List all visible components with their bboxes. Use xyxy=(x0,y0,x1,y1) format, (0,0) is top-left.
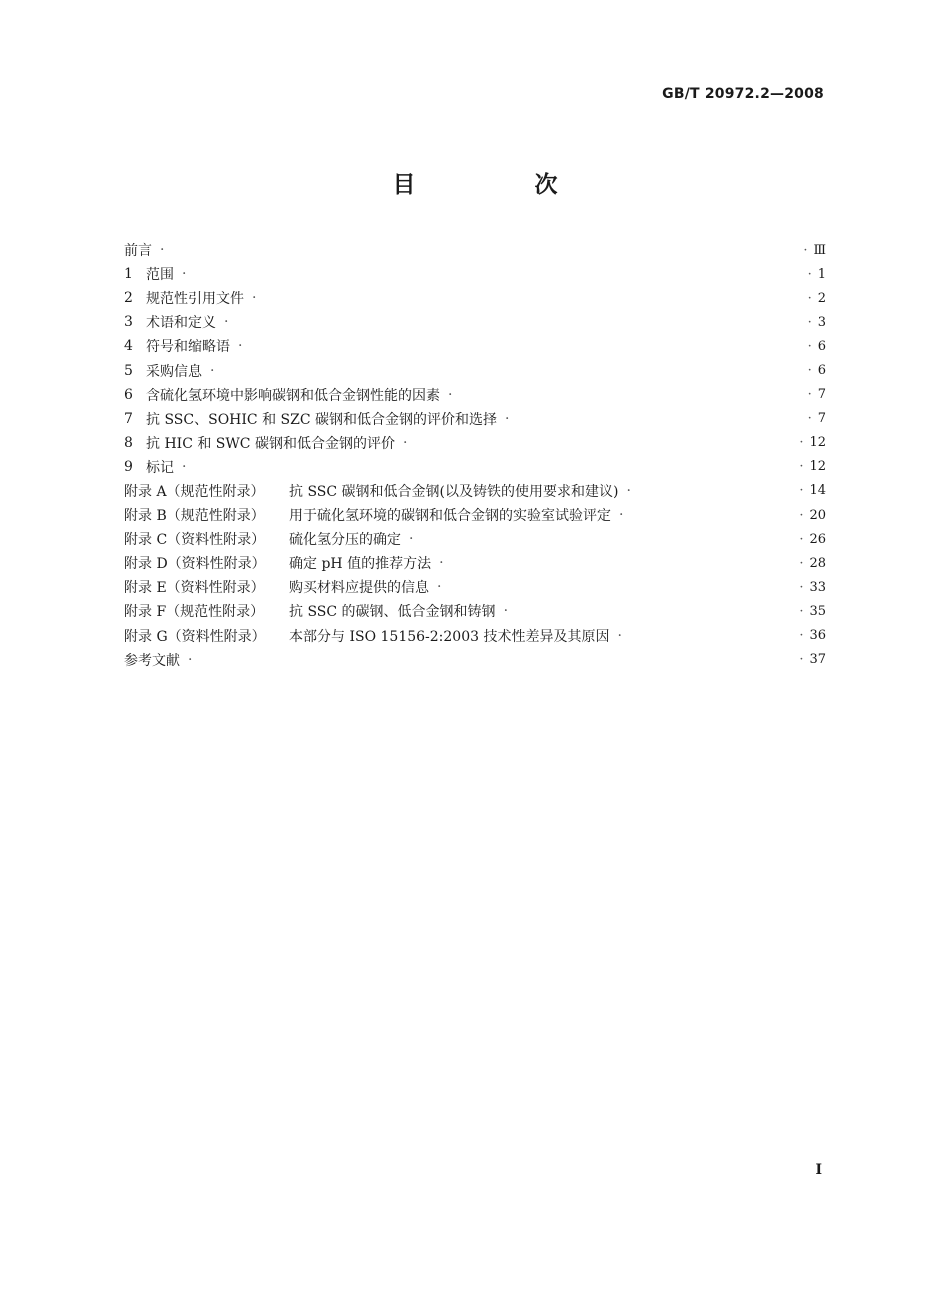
leader-dot: · xyxy=(799,435,804,451)
leader-dot: · xyxy=(182,266,187,283)
leader-dot: · xyxy=(409,531,414,548)
toc-entry[interactable] xyxy=(124,503,826,527)
toc-entry-category: 附录 G（资料性附录） xyxy=(124,628,266,645)
toc-entry-title: 确定 pH 值的推荐方法 xyxy=(289,556,432,573)
toc-entry[interactable] xyxy=(124,286,826,310)
toc-entry-page: 14 xyxy=(809,483,826,499)
toc-entry-page-wrapper xyxy=(808,291,826,306)
toc-entry-label xyxy=(124,650,192,670)
toc-entry-label xyxy=(124,553,444,573)
toc-entry[interactable] xyxy=(124,383,826,407)
leader-dot: · xyxy=(799,531,804,547)
toc-entry-page: 35 xyxy=(809,603,826,619)
toc-entry-title: 范围 xyxy=(146,267,174,284)
leader-dot: · xyxy=(626,482,631,499)
leader-dot: · xyxy=(807,266,812,282)
toc-entry[interactable] xyxy=(124,648,826,672)
toc-entry[interactable] xyxy=(124,238,826,262)
toc-entry-page-wrapper xyxy=(799,508,826,523)
toc-entry-page-wrapper xyxy=(803,243,826,258)
toc-entry-page-wrapper xyxy=(808,315,826,330)
toc-entry-page-wrapper xyxy=(799,483,826,498)
leader-dot: · xyxy=(799,628,804,644)
toc-entry-category: 附录 C（资料性附录） xyxy=(124,532,266,549)
toc-entry-title: 标记 xyxy=(146,459,174,476)
toc-entry-label xyxy=(124,505,623,525)
toc-entry-page-wrapper xyxy=(808,267,826,282)
toc-entry-label xyxy=(124,457,186,477)
toc-entry[interactable] xyxy=(124,575,826,599)
leader-dot: · xyxy=(807,314,812,330)
toc-entry-page-wrapper xyxy=(799,556,826,571)
toc-entry-category: 附录 F（规范性附录） xyxy=(124,604,265,621)
toc-entry[interactable] xyxy=(124,407,826,431)
leader-dot: · xyxy=(799,555,804,571)
toc-entry-page-wrapper xyxy=(808,387,826,402)
toc-entry-number: 6 xyxy=(124,386,133,403)
leader-dot: · xyxy=(799,483,804,499)
toc-entry-number: 3 xyxy=(124,314,133,331)
toc-entry-page-wrapper xyxy=(799,435,826,450)
toc-entry-page: 7 xyxy=(817,387,826,403)
leader-dot: · xyxy=(224,314,229,331)
toc-entry[interactable] xyxy=(124,527,826,551)
toc-entry-number: 7 xyxy=(124,410,133,427)
toc-entry-page-wrapper xyxy=(799,532,826,547)
toc-entry-label xyxy=(124,481,631,501)
leader-dot: · xyxy=(402,434,408,451)
leader-dot: · xyxy=(619,507,624,524)
toc-entry-number: 1 xyxy=(124,266,133,283)
toc-entry-number: 4 xyxy=(124,338,133,355)
leader-dot: · xyxy=(799,652,804,668)
toc-entry-title: 符号和缩略语 xyxy=(146,339,230,356)
toc-entry-title: 术语和定义 xyxy=(146,315,216,332)
toc-entry-label xyxy=(124,361,214,381)
leader-dot: · xyxy=(803,242,808,258)
toc-entry[interactable] xyxy=(124,431,826,455)
toc-entry-title: 采购信息 xyxy=(146,363,202,380)
toc-entry-label xyxy=(124,336,242,356)
toc-entry-label xyxy=(124,529,413,549)
toc-entry-page: 3 xyxy=(817,314,826,330)
toc-entry-title: 本部分与 ISO 15156-2:2003 技术性差异及其原因 xyxy=(289,628,610,645)
leader-dot: · xyxy=(617,627,622,644)
toc-entry-number: 2 xyxy=(124,290,133,307)
toc-entry-category: 附录 E（资料性附录） xyxy=(124,580,265,597)
toc-entry-page-wrapper xyxy=(799,459,826,474)
toc-entry-page: 1 xyxy=(817,266,826,282)
toc-entry-title: 前言 xyxy=(124,243,152,260)
toc-entry[interactable] xyxy=(124,479,826,503)
toc-entry-label xyxy=(124,288,256,308)
toc-entry-title: 抗 SSC 的碳钢、低合金钢和铸钢 xyxy=(289,604,496,621)
toc-entry-number: 8 xyxy=(124,434,133,451)
toc-entry[interactable] xyxy=(124,455,826,479)
toc-entry-page: 7 xyxy=(817,411,826,427)
toc-entry-category: 附录 A（规范性附录） xyxy=(124,483,265,500)
toc-entry-title: 抗 HIC 和 SWC 碳钢和低合金钢的评价 xyxy=(146,435,395,452)
toc-entry[interactable] xyxy=(124,551,826,575)
toc-entry-page-wrapper xyxy=(799,652,826,667)
toc-entry[interactable] xyxy=(124,599,826,623)
leader-dot: · xyxy=(807,290,812,306)
toc-entry-title: 抗 SSC 碳钢和低合金钢(以及铸铁的使用要求和建议) xyxy=(289,483,619,500)
toc-entry-label xyxy=(124,433,407,453)
toc-entry-page: 33 xyxy=(809,579,826,595)
toc-entry-page: 2 xyxy=(817,290,826,306)
toc-entry-page-wrapper xyxy=(799,580,826,595)
toc-entry-page-wrapper xyxy=(799,604,826,619)
toc-entry-title: 硫化氢分压的确定 xyxy=(289,532,401,549)
leader-dot: · xyxy=(437,579,442,596)
toc-entry-label xyxy=(124,385,452,405)
toc-entry-page: 37 xyxy=(809,652,826,668)
toc-entry-title: 购买材料应提供的信息 xyxy=(289,580,429,597)
standard-code: GB/T 20972.2—2008 xyxy=(662,86,824,102)
page-title: 目 次 xyxy=(392,172,606,198)
toc-entry-label xyxy=(124,577,441,597)
toc-entry-page-wrapper xyxy=(808,363,826,378)
toc-entry-number: 5 xyxy=(124,362,133,379)
leader-dot: · xyxy=(807,338,812,354)
leader-dot: · xyxy=(799,507,804,523)
toc-entry-category: 附录 D（资料性附录） xyxy=(124,556,266,573)
toc-entry-title: 用于硫化氢环境的碳钢和低合金钢的实验室试验评定 xyxy=(289,508,611,525)
toc-entry-page: 26 xyxy=(809,531,826,547)
toc-entry-label xyxy=(124,626,622,646)
toc-entry[interactable] xyxy=(124,358,826,382)
toc-entry-title: 规范性引用文件 xyxy=(146,291,244,308)
toc-entry-label xyxy=(124,409,509,429)
toc-entry[interactable] xyxy=(124,310,826,334)
leader-dot: · xyxy=(160,242,165,259)
table-of-contents xyxy=(124,238,826,672)
toc-entry-page: 12 xyxy=(809,459,826,475)
toc-entry[interactable] xyxy=(124,262,826,286)
leader-dot: · xyxy=(439,555,444,572)
toc-entry-number: 9 xyxy=(124,458,133,475)
leader-dot: · xyxy=(807,411,812,427)
toc-entry-title: 抗 SSC、SOHIC 和 SZC 碳钢和低合金钢的评价和选择 xyxy=(146,411,497,428)
toc-entry-label xyxy=(124,240,164,260)
leader-dot: · xyxy=(799,459,804,475)
leader-dot: · xyxy=(182,458,187,475)
toc-entry-page: 20 xyxy=(809,507,826,523)
toc-entry-page-wrapper xyxy=(808,339,826,354)
toc-entry-page: 28 xyxy=(809,555,826,571)
toc-entry-page-wrapper xyxy=(808,411,826,426)
toc-entry-page: 36 xyxy=(809,628,826,644)
leader-dot: · xyxy=(210,362,215,379)
toc-entry-page: 12 xyxy=(809,435,826,451)
toc-entry-category: 附录 B（规范性附录） xyxy=(124,508,265,525)
toc-entry-label xyxy=(124,312,228,332)
leader-dot: · xyxy=(807,387,812,403)
leader-dot: · xyxy=(448,386,453,403)
toc-entry-page: 6 xyxy=(817,363,826,379)
toc-entry[interactable] xyxy=(124,624,826,648)
leader-dot: · xyxy=(505,410,510,427)
toc-entry-label xyxy=(124,601,508,621)
toc-entry-page: Ⅲ xyxy=(813,242,826,258)
page-number: I xyxy=(815,1162,822,1178)
toc-entry-label xyxy=(124,264,186,284)
leader-dot: · xyxy=(799,579,804,595)
leader-dot: · xyxy=(238,338,243,355)
leader-dot: · xyxy=(252,290,257,307)
toc-entry-page: 6 xyxy=(817,338,826,354)
toc-entry[interactable] xyxy=(124,334,826,358)
leader-dot: · xyxy=(188,651,193,668)
toc-entry-title: 含硫化氢环境中影响碳钢和低合金钢性能的因素 xyxy=(146,387,440,404)
leader-dot: · xyxy=(799,603,804,619)
toc-entry-page-wrapper xyxy=(799,628,826,643)
toc-entry-title: 参考文献 xyxy=(124,652,180,669)
leader-dot: · xyxy=(807,363,812,379)
leader-dot: · xyxy=(503,603,509,620)
